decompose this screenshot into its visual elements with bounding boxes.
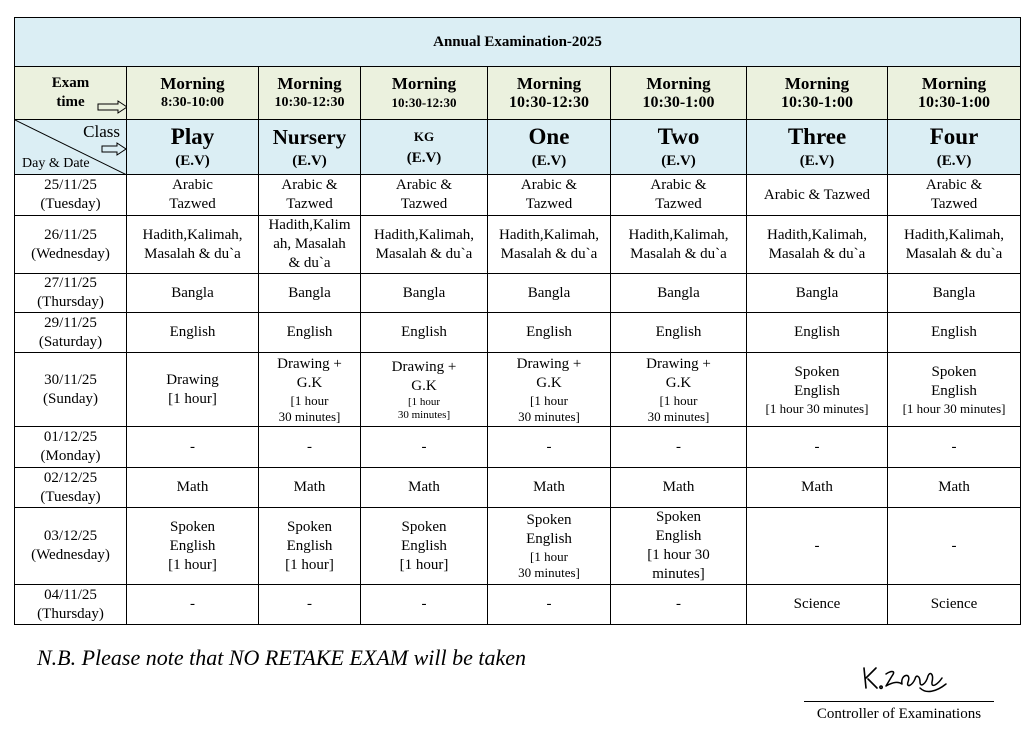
exam-day: (Monday): [40, 448, 101, 464]
subject-text: Drawing +: [516, 355, 582, 372]
subject-cell: [259, 216, 361, 274]
exam-time-one: Morning 10:30-12:30: [488, 67, 611, 120]
class-day-header: [15, 120, 127, 175]
subject-text: Hadith,Kalimah,: [499, 226, 599, 243]
subject-cell: [888, 468, 1021, 508]
subject-text: Bangla: [932, 284, 976, 301]
subject-text: G.K: [411, 377, 437, 394]
subject-cell: [127, 427, 259, 468]
exam-date: 27/11/25: [44, 275, 97, 291]
subject-cell: [611, 175, 747, 216]
duration-note: 30 minutes]: [278, 408, 341, 424]
subject-text: Masalah & du`a: [905, 245, 1003, 262]
subject-cell: [127, 585, 259, 625]
subject-text: Arabic &: [281, 177, 338, 193]
subject-text: Math: [938, 479, 970, 495]
subject-cell: [127, 216, 259, 274]
subject-cell: [611, 313, 747, 353]
subject-text: Spoken: [656, 509, 701, 525]
subject-text: Hadith,Kalim: [268, 217, 351, 233]
subject-cell: [259, 175, 361, 216]
subject-cell: [747, 585, 888, 625]
class-kg: KG (E.V): [361, 120, 488, 175]
duration-note: 30 minutes]: [647, 408, 710, 424]
subject-text: Tazwed: [525, 196, 573, 212]
subject-text: -: [421, 596, 427, 612]
subject-cell: [488, 216, 611, 274]
subject-text: -: [676, 438, 681, 455]
subject-cell: [747, 313, 888, 353]
class-play: Play (E.V): [127, 120, 259, 175]
subject-cell: [747, 353, 888, 427]
class-row: [15, 120, 1021, 175]
exam-date: 04/11/25: [44, 586, 97, 603]
subject-text: -: [190, 596, 195, 612]
subject-cell: [488, 274, 611, 313]
subject-text: Drawing: [166, 371, 219, 388]
subject-text: Arabic &: [520, 177, 578, 193]
exam-time-label-line1: Exam: [51, 75, 90, 91]
subject-cell: [488, 427, 611, 468]
exam-day: (Thursday): [37, 294, 104, 310]
subject-text: English: [286, 324, 333, 340]
duration-note: 30 minutes]: [518, 408, 580, 424]
subject-text: Hadith,Kalimah,: [142, 226, 243, 243]
subject-text: Arabic & Tazwed: [763, 186, 871, 203]
subject-cell: [888, 216, 1021, 274]
arrow-right-icon: [101, 142, 127, 156]
routine-row: [15, 585, 1021, 625]
exam-date: 03/12/25: [43, 528, 98, 544]
subject-text: English: [526, 324, 572, 340]
subject-cell: [259, 468, 361, 508]
routine-row: [15, 216, 1021, 274]
subject-text: Hadith,Kalimah,: [767, 226, 867, 243]
subject-cell: [361, 508, 488, 585]
subject-text: [1 hour 30: [647, 547, 710, 563]
subject-text: English: [401, 537, 447, 554]
subject-text: Spoken: [526, 512, 572, 528]
subject-text: -: [190, 438, 195, 455]
subject-cell: [888, 508, 1021, 585]
exam-time-two: Morning 10:30-1:00: [611, 67, 747, 120]
exam-time-label-line2: time: [56, 94, 85, 110]
subject-text: Spoken: [287, 518, 332, 535]
subject-cell: [361, 427, 488, 468]
subject-text: Arabic &: [395, 177, 453, 193]
subject-text: Math: [176, 479, 209, 495]
subject-cell: [361, 216, 488, 274]
subject-text: -: [307, 596, 312, 612]
subject-text: English: [169, 537, 216, 554]
subject-text: Arabic &: [925, 177, 983, 193]
subject-text: -: [546, 596, 552, 612]
subject-text: [1 hour]: [285, 556, 334, 573]
subject-cell: [259, 427, 361, 468]
exam-time-four: Morning 10:30-1:00: [888, 67, 1021, 120]
subject-text: Math: [293, 479, 326, 495]
subject-text: English: [794, 324, 840, 340]
exam-day: (Wednesday): [31, 547, 110, 563]
subject-cell: [888, 585, 1021, 625]
subject-text: -: [546, 438, 552, 455]
subject-text: Science: [930, 596, 978, 612]
subject-text: English: [286, 537, 333, 554]
subject-text: Math: [533, 479, 565, 495]
subject-cell: [611, 468, 747, 508]
day-date-label: Day & Date: [22, 156, 90, 171]
subject-cell: [259, 353, 361, 427]
exam-time-kg: Morning 10:30-12:30: [361, 67, 488, 120]
exam-routine-table: [14, 17, 1021, 625]
exam-day: (Saturday): [38, 333, 103, 350]
subject-cell: [747, 274, 888, 313]
subject-text: Spoken: [794, 363, 840, 380]
day-date-cell: [15, 175, 127, 216]
subject-cell: [361, 274, 488, 313]
subject-text: Science: [793, 596, 841, 612]
subject-cell: [259, 585, 361, 625]
subject-cell: [488, 468, 611, 508]
subject-text: English: [401, 324, 447, 340]
exam-day: (Wednesday): [31, 245, 110, 262]
subject-cell: [361, 353, 488, 427]
routine-row: [15, 175, 1021, 216]
duration-note: [1 hour: [407, 395, 441, 408]
subject-text: English: [655, 528, 702, 544]
subject-text: G.K: [536, 374, 562, 391]
subject-cell: [488, 353, 611, 427]
routine-row: [15, 274, 1021, 313]
subject-text: English: [931, 382, 977, 399]
subject-cell: [488, 175, 611, 216]
subject-text: English: [655, 324, 702, 340]
subject-text: -: [421, 438, 427, 455]
subject-text: Masalah & du`a: [500, 245, 598, 262]
subject-text: Hadith,Kalimah,: [904, 226, 1005, 243]
subject-cell: [611, 508, 747, 585]
day-date-cell: [15, 216, 127, 274]
routine-body: [15, 175, 1021, 625]
subject-text: Spoken: [931, 363, 977, 380]
subject-cell: [127, 175, 259, 216]
subject-cell: [888, 427, 1021, 468]
subject-text: Math: [662, 479, 695, 495]
subject-text: Bangla: [288, 284, 331, 301]
exam-date: 29/11/25: [44, 314, 97, 331]
subject-cell: [488, 313, 611, 353]
subject-text: Masalah & du`a: [630, 245, 727, 262]
day-date-cell: [15, 353, 127, 427]
subject-cell: [488, 585, 611, 625]
subject-cell: [361, 313, 488, 353]
subject-text: [1 hour]: [168, 556, 217, 573]
subject-text: Tazwed: [169, 196, 216, 212]
subject-text: Spoken: [401, 518, 447, 535]
subject-cell: [127, 353, 259, 427]
subject-text: English: [794, 382, 840, 399]
subject-text: Math: [408, 479, 440, 495]
exam-time-play: Morning 8:30-10:00: [127, 67, 259, 120]
subject-text: Masalah & du`a: [144, 245, 241, 262]
subject-cell: [127, 274, 259, 313]
exam-time-header: [15, 67, 127, 120]
subject-cell: [127, 313, 259, 353]
subject-cell: [488, 508, 611, 585]
subject-text: Hadith,Kalimah,: [374, 226, 474, 243]
subject-cell: [127, 508, 259, 585]
routine-row: [15, 427, 1021, 468]
routine-row: [15, 468, 1021, 508]
subject-cell: [747, 468, 888, 508]
exam-time-three: Morning 10:30-1:00: [747, 67, 888, 120]
subject-text: Spoken: [170, 518, 215, 535]
subject-text: Masalah & du`a: [375, 245, 473, 262]
subject-text: Math: [801, 479, 833, 495]
class-three: Three (E.V): [747, 120, 888, 175]
duration-note: [1 hour: [530, 549, 568, 564]
signature-line: [804, 701, 994, 702]
subject-text: English: [526, 531, 572, 547]
duration-note: 30 minutes]: [518, 565, 580, 580]
exam-title: Annual Examination-2025: [15, 18, 1021, 67]
routine-row: [15, 508, 1021, 585]
day-date-cell: [15, 585, 127, 625]
subject-cell: [361, 585, 488, 625]
subject-cell: [259, 274, 361, 313]
subject-text: Tazwed: [286, 196, 333, 212]
subject-cell: [361, 468, 488, 508]
exam-day: (Tuesday): [40, 196, 101, 212]
signature-mark: [860, 662, 950, 698]
signature-caption: Controller of Examinations: [816, 706, 982, 722]
class-one: One (E.V): [488, 120, 611, 175]
subject-cell: [611, 353, 747, 427]
subject-cell: [611, 274, 747, 313]
routine-row: [15, 353, 1021, 427]
class-two: Two (E.V): [611, 120, 747, 175]
exam-day: (Sunday): [43, 390, 98, 407]
subject-cell: [127, 468, 259, 508]
subject-text: Arabic: [172, 177, 213, 193]
exam-date: 30/11/25: [44, 371, 97, 388]
day-date-cell: [15, 508, 127, 585]
subject-cell: [611, 585, 747, 625]
exam-date: 01/12/25: [43, 429, 98, 445]
exam-date: 25/11/25: [44, 177, 97, 193]
subject-text: -: [951, 537, 957, 554]
subject-cell: [888, 313, 1021, 353]
subject-text: ah, Masalah: [273, 236, 346, 252]
subject-text: Bangla: [402, 284, 446, 301]
subject-cell: [888, 353, 1021, 427]
subject-text: Bangla: [171, 284, 214, 301]
subject-text: -: [951, 438, 957, 455]
subject-text: Drawing +: [646, 355, 711, 372]
duration-note: [1 hour: [530, 392, 568, 408]
day-date-cell: [15, 427, 127, 468]
subject-text: Bangla: [657, 284, 700, 301]
duration-note: 30 minutes]: [397, 408, 451, 421]
subject-cell: [259, 508, 361, 585]
day-date-cell: [15, 274, 127, 313]
exam-day: (Tuesday): [40, 488, 101, 505]
duration-note: [1 hour 30 minutes]: [902, 400, 1006, 416]
subject-text: minutes]: [652, 566, 705, 582]
subject-cell: [888, 274, 1021, 313]
duration-note: [1 hour: [659, 392, 698, 408]
subject-text: -: [814, 438, 820, 455]
subject-cell: [888, 175, 1021, 216]
subject-text: Masalah & du`a: [768, 245, 866, 262]
arrow-right-icon: [97, 100, 127, 114]
signature-block: [804, 660, 994, 724]
subject-cell: [747, 175, 888, 216]
subject-cell: [361, 175, 488, 216]
day-date-cell: [15, 468, 127, 508]
subject-cell: [747, 216, 888, 274]
exam-time-nursery: Morning 10:30-12:30: [259, 67, 361, 120]
exam-day: (Thursday): [37, 605, 104, 622]
subject-text: -: [814, 537, 820, 554]
subject-text: English: [931, 324, 977, 340]
exam-date: 26/11/25: [44, 226, 97, 243]
subject-cell: [611, 427, 747, 468]
subject-text: Drawing +: [277, 355, 342, 372]
subject-text: [1 hour]: [399, 556, 449, 573]
subject-text: Bangla: [527, 284, 571, 301]
subject-text: -: [307, 438, 312, 455]
subject-text: Tazwed: [930, 196, 978, 212]
subject-text: & du`a: [288, 255, 331, 271]
subject-text: -: [676, 596, 681, 612]
routine-row: [15, 313, 1021, 353]
class-four: Four (E.V): [888, 120, 1021, 175]
subject-text: Bangla: [795, 284, 839, 301]
subject-text: Arabic &: [650, 177, 707, 193]
subject-cell: [611, 216, 747, 274]
subject-cell: [747, 508, 888, 585]
duration-note: [1 hour: [290, 392, 329, 408]
day-date-cell: [15, 313, 127, 353]
duration-note: [1 hour 30 minutes]: [765, 400, 869, 416]
subject-text: G.K: [296, 374, 323, 391]
subject-text: Hadith,Kalimah,: [628, 226, 729, 243]
subject-text: English: [169, 324, 216, 340]
class-nursery: Nursery (E.V): [259, 120, 361, 175]
subject-text: [1 hour]: [168, 390, 217, 407]
class-label: Class: [83, 122, 120, 141]
subject-cell: [747, 427, 888, 468]
exam-time-row: [15, 67, 1021, 120]
retake-note: N.B. Please note that NO RETAKE EXAM will be taken: [37, 645, 527, 670]
subject-text: Tazwed: [655, 196, 702, 212]
subject-text: Tazwed: [400, 196, 448, 212]
exam-date: 02/12/25: [43, 469, 98, 486]
subject-text: G.K: [665, 374, 692, 391]
subject-cell: [259, 313, 361, 353]
subject-text: Drawing +: [391, 358, 457, 375]
